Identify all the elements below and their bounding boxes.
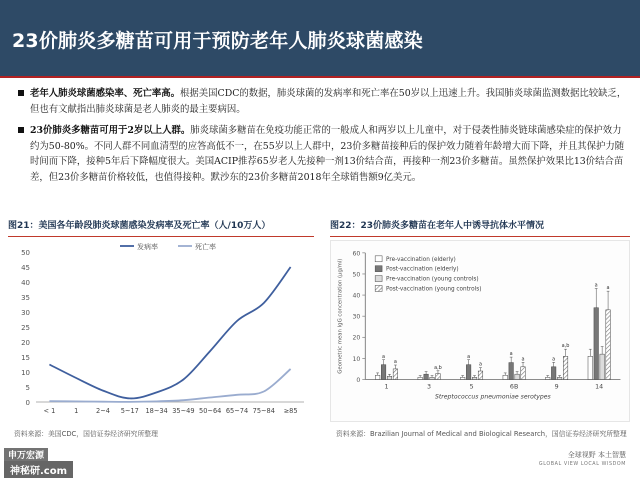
figure-22-title: 图22：23价肺炎多糖苗在老年人中诱导抗体水平情况 [330, 221, 545, 231]
y-axis-label: Geometric mean IgG concentration (μg/ml) [337, 258, 344, 374]
y-tick-label: 45 [21, 264, 30, 272]
chart-legend [120, 242, 216, 251]
legend-label: Post-vaccination (elderly) [386, 266, 459, 273]
footer-brand [539, 450, 626, 470]
x-tick-label: < 1 [43, 407, 56, 415]
y-tick-label: 5 [25, 384, 30, 392]
significance-label: a [382, 353, 386, 360]
bar-3-2 [430, 377, 435, 379]
bar-5-0 [460, 377, 465, 379]
bullet-list [16, 86, 628, 191]
x-tick-label: 65~74 [225, 407, 249, 415]
y-tick-label: 35 [21, 294, 30, 302]
bar-6B-0 [503, 375, 508, 379]
figure-22-source-prefix: 资料来源： [336, 430, 370, 438]
watermark-line-2: 神秘研.com [4, 461, 73, 478]
figure-21-source: 资料来源：美国CDC，国信证券经济研究所整理 [14, 430, 158, 438]
legend-swatch [375, 256, 382, 262]
y-tick-label: 0 [25, 399, 30, 407]
bar-9-2 [557, 377, 562, 379]
x-tick-label: 35~49 [172, 407, 195, 415]
legend-swatch [375, 266, 382, 272]
x-tick-label: 6B [509, 383, 519, 391]
y-tick-label: 30 [352, 313, 361, 321]
y-tick-label: 0 [356, 376, 361, 384]
legend-label: 发病率 [137, 243, 158, 251]
significance-label: a [467, 353, 471, 360]
bar-1-0 [375, 375, 380, 379]
x-tick-label: 14 [595, 383, 604, 391]
bullet-square-icon [18, 90, 24, 96]
x-tick-label: 75~84 [252, 407, 275, 415]
y-tick-label: 40 [21, 279, 30, 287]
legend-label: Pre-vaccination (young controls) [386, 276, 479, 283]
bullet-heading: 23价肺炎多糖苗可用于2岁以上人群。 [30, 125, 191, 136]
bar-14-0 [588, 356, 593, 379]
significance-label: a [478, 361, 483, 368]
bar-5-3 [478, 371, 483, 379]
bar-3-3 [436, 374, 441, 380]
significance-label: a [606, 285, 610, 292]
y-tick-label: 15 [21, 354, 30, 362]
bar-14-2 [600, 354, 605, 379]
x-tick-label: 3 [427, 383, 432, 391]
bar-1-3 [393, 369, 398, 380]
significance-label: a [393, 359, 397, 366]
bullet-body: 肺炎球菌多糖苗在免疫功能正常的一般成人和两岁以上儿童中，对于侵袭性肺炎链球菌感染症的保护效力约为50-80%。不同人群不同血清型的应答高低不一，在55岁以上人群中，23价多糖苗接种后的保护效力随着年龄增大而下降，并且其保护力随时间而下降，接种5年后下降幅度很大。美国ACIP推荐65岁老人先接种一剂13价结合苗，再接种一剂23价多糖苗。虽然保护效果比13价结合苗差，但23价多糖苗价格较低，也值得接种。默沙东的23价多糖苗2018年全球销售额9亿美元。 [30, 125, 625, 183]
y-tick-label: 60 [352, 250, 361, 258]
y-tick-label: 10 [352, 355, 361, 363]
y-tick-label: 20 [21, 339, 30, 347]
legend-swatch [375, 276, 382, 282]
bullet-item [16, 123, 628, 185]
figure-22-source-suffix: ，国信证券经济研究所整理 [545, 430, 627, 438]
chart-legend [375, 256, 481, 293]
y-tick-label: 50 [21, 249, 30, 257]
x-tick-label: 1 [384, 383, 389, 391]
y-tick-label: 25 [21, 324, 30, 332]
footer-brand-en: GLOBAL VIEW LOCAL WISDOM [538, 462, 626, 467]
x-tick-label: 5~17 [120, 407, 139, 415]
x-tick-label: 1 [74, 407, 79, 415]
bar-6B-3 [521, 367, 526, 380]
y-tick-label: 10 [21, 369, 30, 377]
incidence-mortality-line-chart [8, 238, 314, 424]
y-tick-label: 50 [352, 271, 361, 279]
x-tick-label: 2~4 [96, 407, 110, 415]
title-bar [0, 0, 640, 76]
figure-22-source [336, 428, 627, 438]
bullet-body: 根据美国CDC的数据，肺炎球菌的发病率和死亡率在50岁以上迅速上升。我国肺炎球菌监测数据比较缺乏，但也有文献指出肺炎球菌是老人肺炎的最主要病因。 [30, 88, 627, 115]
bar-5-1 [466, 365, 471, 380]
legend-swatch [375, 286, 382, 292]
significance-label: a [521, 356, 525, 363]
igg-antibody-bar-chart [330, 240, 630, 422]
bar-6B-1 [509, 363, 514, 380]
bar-6B-2 [515, 374, 520, 379]
watermark [0, 448, 150, 478]
title-divider [0, 76, 640, 78]
page-title: 23价肺炎多糖苗可用于预防老年人肺炎球菌感染 [12, 30, 423, 52]
figure-22-source-ref: Brazilian Journal of Medical and Biological Research [369, 430, 546, 438]
significance-label: a,b [434, 364, 442, 371]
bar-1-2 [387, 376, 392, 379]
significance-label: a [552, 356, 556, 363]
significance-label: a,b [561, 343, 570, 350]
series-line-死亡率 [49, 369, 290, 402]
footer-brand-cn: 全球视野 本土智慧 [567, 451, 626, 459]
legend-label: Pre-vaccination (elderly) [386, 256, 456, 263]
figure-22-rule [330, 236, 630, 237]
figure-21-rule [8, 236, 314, 237]
bar-14-3 [606, 310, 611, 380]
series-line-发病率 [49, 267, 290, 398]
bullet-item [16, 86, 628, 117]
x-tick-label: 5 [469, 383, 474, 391]
significance-label: a [509, 351, 513, 358]
bar-3-1 [424, 374, 429, 379]
bullet-heading: 老年人肺炎球菌感染率、死亡率高。 [30, 88, 181, 99]
y-tick-label: 30 [21, 309, 30, 317]
watermark-line-1: 申万宏源 [4, 448, 48, 461]
bar-5-2 [472, 377, 477, 379]
bar-9-1 [551, 367, 556, 380]
bar-14-1 [594, 308, 599, 380]
bar-9-0 [545, 377, 550, 379]
bar-3-0 [418, 377, 423, 379]
legend-label: 死亡率 [195, 243, 216, 251]
significance-label: a [594, 282, 598, 289]
bullet-square-icon [18, 127, 24, 133]
figure-21-title: 图21：美国各年龄段肺炎球菌感染发病率及死亡率（人/10万人） [8, 221, 271, 231]
x-axis-label: Streptococcus pneumoniae serotypes [434, 393, 551, 401]
bar-9-3 [563, 356, 568, 379]
x-tick-label: 18~34 [145, 407, 168, 415]
x-tick-label: 9 [554, 383, 559, 391]
y-tick-label: 40 [352, 292, 361, 300]
x-tick-label: ≥85 [283, 407, 298, 415]
bar-1-1 [381, 365, 386, 380]
legend-label: Post-vaccination (young controls) [386, 286, 482, 293]
x-tick-label: 50~64 [199, 407, 222, 415]
y-tick-label: 20 [352, 334, 361, 342]
